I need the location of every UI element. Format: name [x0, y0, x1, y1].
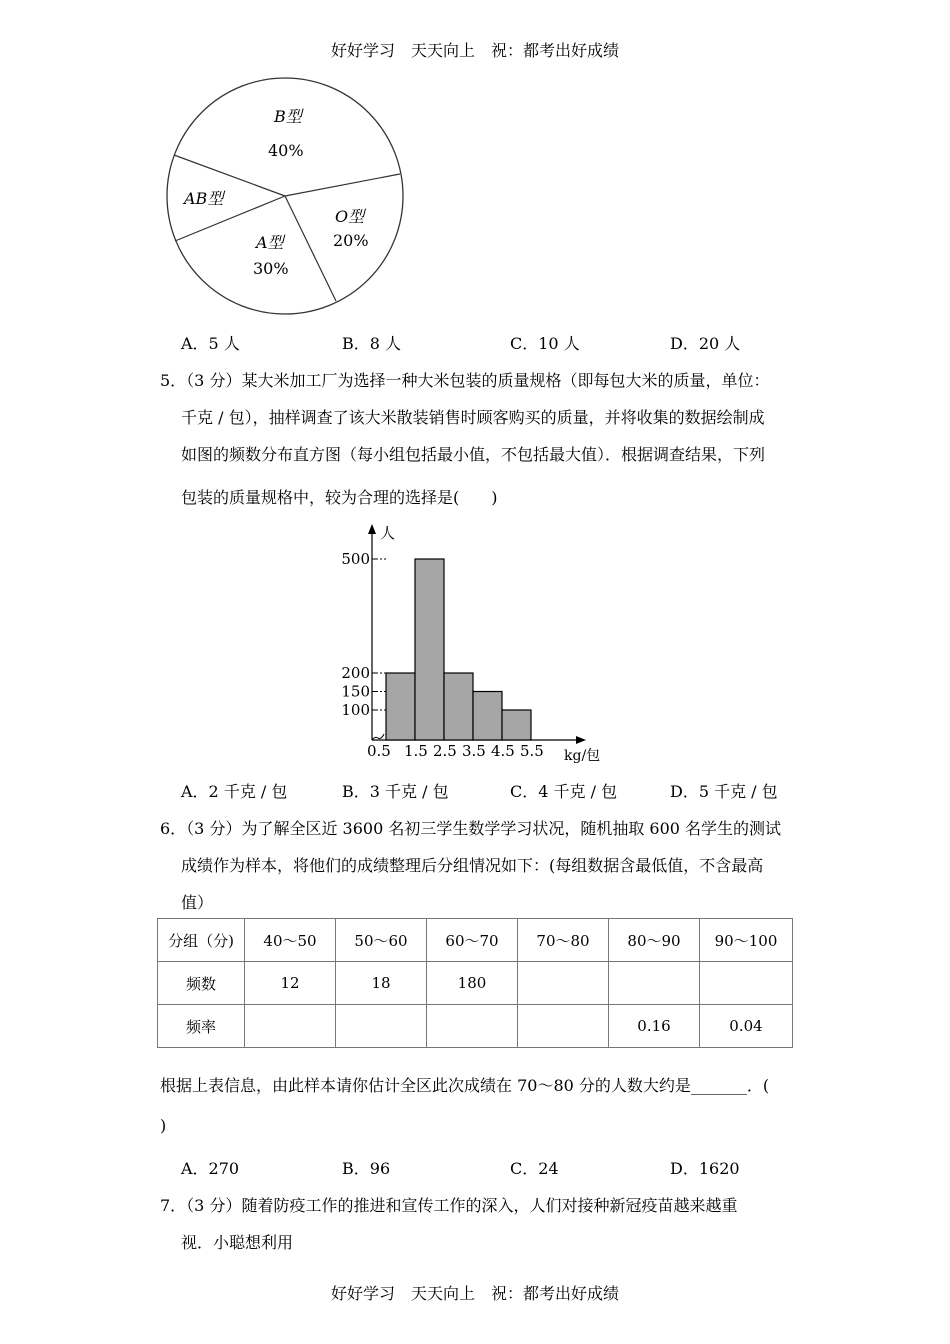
x-tick-label: 0.5	[367, 742, 391, 760]
q6-option-a: A．270	[181, 1159, 240, 1178]
q5-line-2: 千克 / 包），抽样调查了该大米散装销售时顾客购买的质量，并将收集的数据绘制成	[181, 408, 765, 427]
table-cell	[700, 962, 793, 1005]
q6-line-3: 值）	[181, 893, 214, 912]
pie-label-a: A型	[256, 233, 284, 252]
page-footer: 好好学习 天天向上 祝：都考出好成绩	[330, 1284, 619, 1303]
table-cell	[518, 1005, 609, 1048]
table-cell: 频数	[158, 962, 245, 1005]
frequency-table	[157, 918, 793, 1048]
q6-after-line-2: )	[160, 1116, 167, 1135]
q4-option-d: D．20 人	[670, 334, 741, 353]
x-tick-label: 2.5	[433, 742, 457, 760]
page-header: 好好学习 天天向上 祝：都考出好成绩	[330, 41, 619, 60]
q6-line-1: 6．（3 分）为了解全区近 3600 名初三学生数学学习状况，随机抽取 600 名学生的测试	[160, 819, 782, 838]
q6-line-2: 成绩作为样本，将他们的成绩整理后分组情况如下：(每组数据含最低值，不含最高	[181, 856, 764, 875]
pie-pct-o: 20%	[333, 231, 369, 250]
histogram-bar	[444, 673, 473, 740]
x-tick-label: 1.5	[404, 742, 428, 760]
y-axis-label: 人	[380, 524, 396, 542]
pie-label-ab: AB型	[184, 189, 224, 208]
y-axis-arrow	[368, 524, 376, 534]
q5-line-1: 5．（3 分）某大米加工厂为选择一种大米包装的质量规格（即每包大米的质量，单位：	[160, 371, 770, 390]
table-cell: 18	[336, 962, 427, 1005]
q4-option-b: B．8 人	[342, 334, 402, 353]
pie-label-o: O型	[335, 207, 365, 226]
histogram-bar	[415, 559, 444, 740]
q4-option-c: C．10 人	[510, 334, 580, 353]
pie-pct-b: 40%	[268, 141, 304, 160]
q5-line-4: 包装的质量规格中，较为合理的选择是( )	[181, 488, 498, 507]
x-axis-label: kg/包	[564, 748, 601, 764]
table-cell: 180	[427, 962, 518, 1005]
y-tick-label: 200	[341, 664, 370, 682]
table-cell	[336, 1005, 427, 1048]
pie-pct-a: 30%	[253, 259, 289, 278]
table-cell: 40～50	[245, 919, 336, 962]
table-cell: 90～100	[700, 919, 793, 962]
table-cell: 分组（分)	[158, 919, 245, 962]
q5-option-a: A．2 千克 / 包	[181, 782, 288, 801]
axis-break-mark	[372, 734, 384, 740]
table-cell: 12	[245, 962, 336, 1005]
table-row	[158, 962, 793, 1005]
q5-option-c: C．4 千克 / 包	[510, 782, 618, 801]
q7-line-2: 视．小聪想利用	[181, 1233, 294, 1252]
table-cell: 50～60	[336, 919, 427, 962]
q5-option-d: D．5 千克 / 包	[670, 782, 778, 801]
table-cell: 80～90	[609, 919, 700, 962]
histogram-chart	[330, 518, 620, 768]
x-tick-label: 5.5	[520, 742, 544, 760]
q6-after-line-1: 根据上表信息，由此样本请你估计全区此次成绩在 70～80 分的人数大约是_______．(	[160, 1076, 770, 1095]
table-row	[158, 1005, 793, 1048]
histogram-bar	[502, 710, 531, 740]
histogram-bar	[473, 692, 502, 741]
x-tick-label: 3.5	[462, 742, 486, 760]
table-cell	[609, 962, 700, 1005]
q6-option-c: C．24	[510, 1159, 559, 1178]
q7-line-1: 7．（3 分）随着防疫工作的推进和宣传工作的深入，人们对接种新冠疫苗越来越重	[160, 1196, 738, 1215]
table-header-row	[158, 919, 793, 962]
q5-line-3: 如图的频数分布直方图（每小组包括最小值，不包括最大值）．根据调查结果，下列	[181, 445, 766, 464]
pie-label-b: B型	[274, 107, 302, 126]
x-tick-label: 4.5	[491, 742, 515, 760]
y-tick-label: 500	[341, 550, 370, 568]
y-tick-label: 150	[341, 682, 370, 701]
q6-option-b: B．96	[342, 1159, 391, 1178]
histogram-bar	[386, 673, 415, 740]
q4-option-a: A．5 人	[181, 334, 240, 353]
pie-chart	[150, 76, 420, 316]
table-cell: 60～70	[427, 919, 518, 962]
table-cell	[245, 1005, 336, 1048]
q5-option-b: B．3 千克 / 包	[342, 782, 449, 801]
y-tick-label: 100	[341, 701, 370, 719]
x-axis-arrow	[576, 736, 586, 744]
table-cell	[427, 1005, 518, 1048]
q6-option-d: D．1620	[670, 1159, 740, 1178]
table-cell: 频率	[158, 1005, 245, 1048]
table-cell: 0.16	[609, 1005, 700, 1048]
table-cell: 70～80	[518, 919, 609, 962]
table-cell: 0.04	[700, 1005, 793, 1048]
table-cell	[518, 962, 609, 1005]
